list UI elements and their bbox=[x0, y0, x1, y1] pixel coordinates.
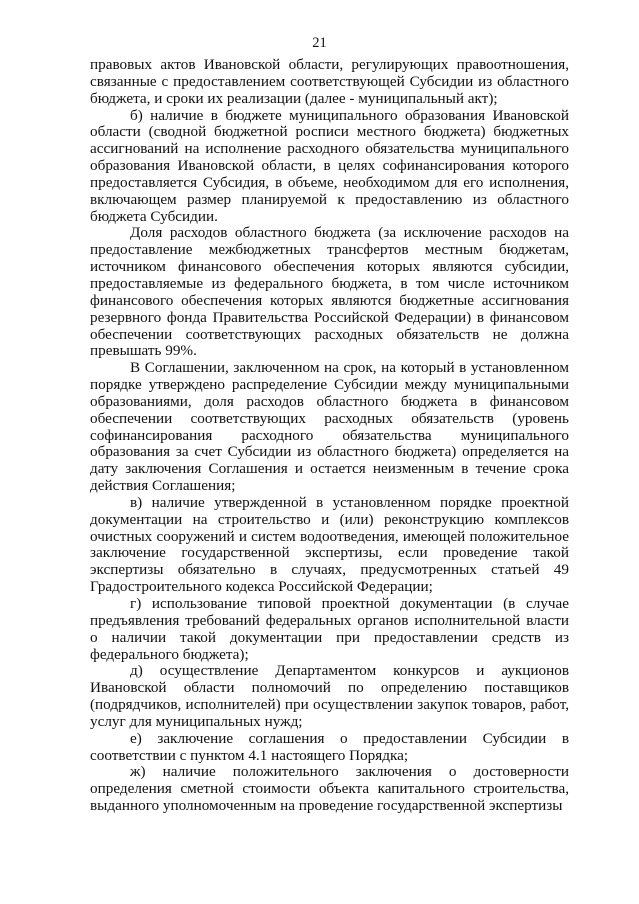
document-body bbox=[90, 57, 569, 815]
paragraph-item-v: в) наличие утвержденной в установленном порядке проектной документации на строительство и (или) реконструкцию комплексов очистных сооружений и систем водоотведения, имеющей положительное заключение государственной экспертизы, если проведение такой экспертизы обязательно в случаях, предусмотренных статьей 49 Градостроительного кодекса Российской Федерации; bbox=[90, 493, 569, 596]
paragraph-item-d: д) осуществление Департаментом конкурсов и аукционов Ивановской области полномочий по определению поставщиков (подрядчиков, исполнителей) при осуществлении закупок товаров, работ, услуг для муниципальных нужд; bbox=[90, 662, 569, 730]
paragraph-agreement: В Соглашении, заключенном на срок, на который в установленном порядке утверждено распределение Субсидии между муниципальными образованиями, доля расходов областного бюджета в финансовом обеспечении соответствующих расходных обязательств (уровень софинансирования расходного обязательства муниципального образования за счет Субсидии из областного бюджета) определяется на дату заключения Соглашения и остается неизменным в течение срока действия Соглашения; bbox=[90, 359, 569, 495]
paragraph-continuation: правовых актов Ивановской области, регулирующих правоотношения, связанные с предоставлением соответствующей Субсидии из областного бюджета, и сроки их реализации (далее - муниципальный акт); bbox=[90, 56, 569, 107]
paragraph-budget-share: Доля расходов областного бюджета (за исключение расходов на предоставление межбюджетных трансфертов местным бюджетам, источником финансового обеспечения которых являются субсидии, предоставляемые из федерального бюджета, в том числе источником финансового обеспечения которых являются бюджетные ассигнования резервного фонда Правительства Российской Федерации) в финансовом обеспечении соответствующих расходных обязательств не должна превышать 99%. bbox=[90, 224, 569, 360]
paragraph-item-zh: ж) наличие положительного заключения о достоверности определения сметной стоимости объекта капитального строительства, выданного уполномоченным на проведение государственной экспертизы bbox=[90, 763, 569, 815]
paragraph-item-g: г) использование типовой проектной документации (в случае предъявления требований федеральных органов исполнительной власти о наличии такой документации при предоставлении средств из федерального бюджета); bbox=[90, 595, 569, 663]
paragraph-item-b: б) наличие в бюджете муниципального образования Ивановской области (сводной бюджетной росписи местного бюджета) бюджетных ассигнований на исполнение расходного обязательства муниципального образования Ивановской области, в целях софинансирования которого предоставляется Субсидия, в объеме, необходимом для его исполнения, включающем размер планируемой к предоставлению из областного бюджета Субсидии. bbox=[90, 106, 569, 225]
paragraph-item-e: е) заключение соглашения о предоставлении Субсидии в соответствии с пунктом 4.1 настоящего Порядка; bbox=[90, 729, 569, 764]
page-number: 21 bbox=[312, 35, 327, 51]
